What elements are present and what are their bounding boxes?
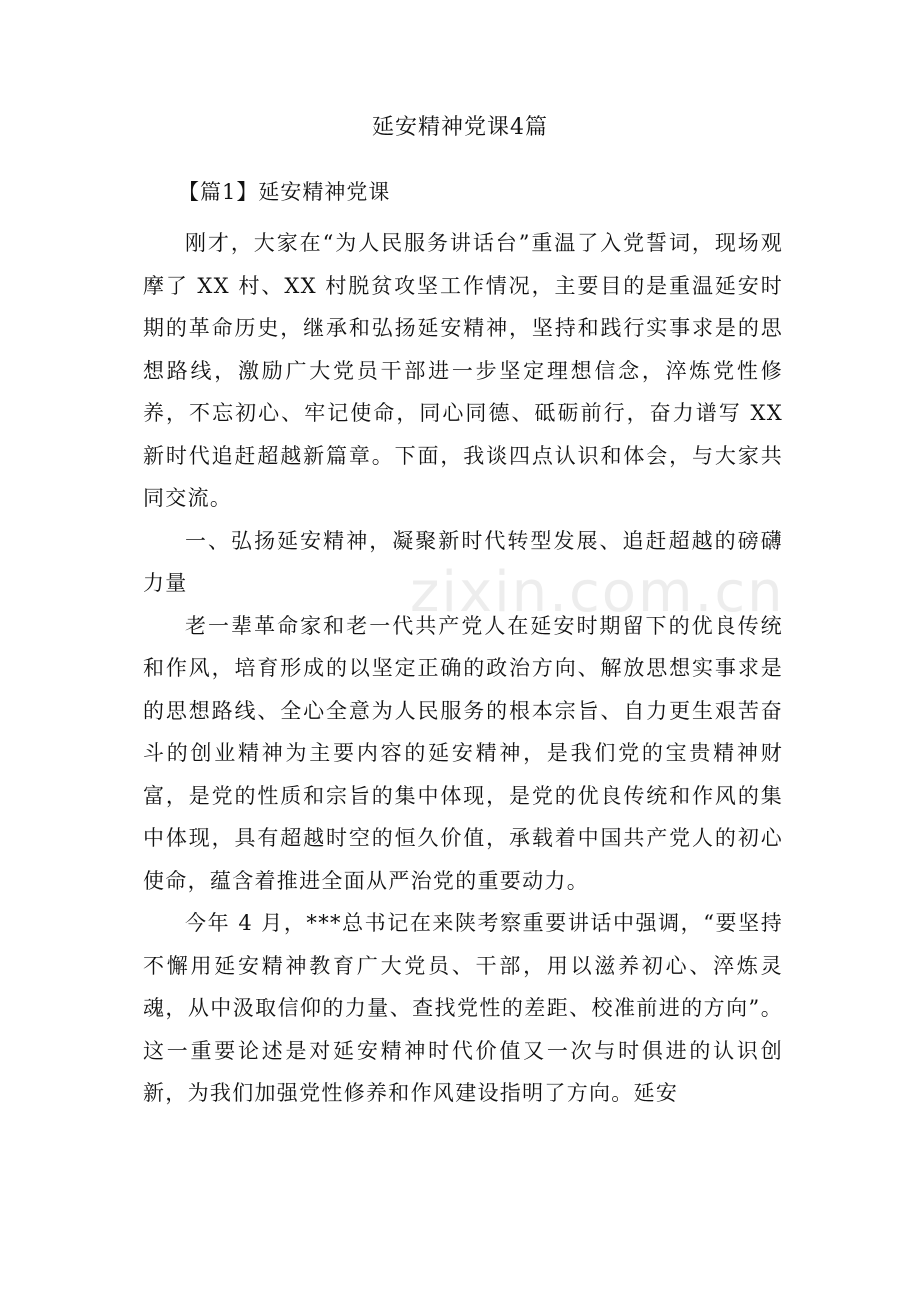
paragraph-yanan-spirit: 老一辈革命家和老一代共产党人在延安时期留下的优良传统和作风，培育形成的以坚定正确的政治方向、解放思想实事求是的思想路线、全心全意为人民服务的根本宗旨、自力更生艰苦奋斗的创业精神为主要内容的延安精神，是我们党的宝贵精神财富，是党的性质和宗旨的集中体现，是党的优良传统和作风的集中体现，具有超越时空的恒久价值，承载着中国共产党人的初心使命，蕴含着推进全面从严治党的重要动力。	[143, 613, 783, 893]
document-title: 延安精神党课4篇	[372, 115, 548, 140]
section-heading: 【篇1】延安精神党课	[178, 180, 391, 204]
paragraph-intro: 刚才，大家在“为人民服务讲话台”重温了入党誓词，现场观摩了 XX 村、XX 村脱贫攻坚工作情况，主要目的是重温延安时期的革命历史，继承和弘扬延安精神，坚持和践行实事求是的思想路线，激励广大党员干部进一步坚定理想信念，淬炼党性修养，不忘初心、牢记使命，同心同德、砥砺前行，奋力谱写 XX 新时代追赶超越新篇章。下面，我谈四点认识和体会，与大家共同交流。	[143, 231, 783, 510]
paragraph-heading-one: 一、弘扬延安精神，凝聚新时代转型发展、追赶超越的磅礴力量	[143, 528, 783, 595]
document-body	[143, 222, 783, 1115]
paragraph-speech: 今年 4 月，***总书记在来陕考察重要讲话中强调，“要坚持不懈用延安精神教育广大党员、干部，用以滋养初心、淬炼灵魂，从中汲取信仰的力量、查找党性的差距、校准前进的方向”。这一重要论述是对延安精神时代价值又一次与时俱进的认识创新，为我们加强党性修养和作风建设指明了方向。延安	[143, 911, 783, 1105]
watermark: zixin.com.cn	[410, 560, 785, 625]
